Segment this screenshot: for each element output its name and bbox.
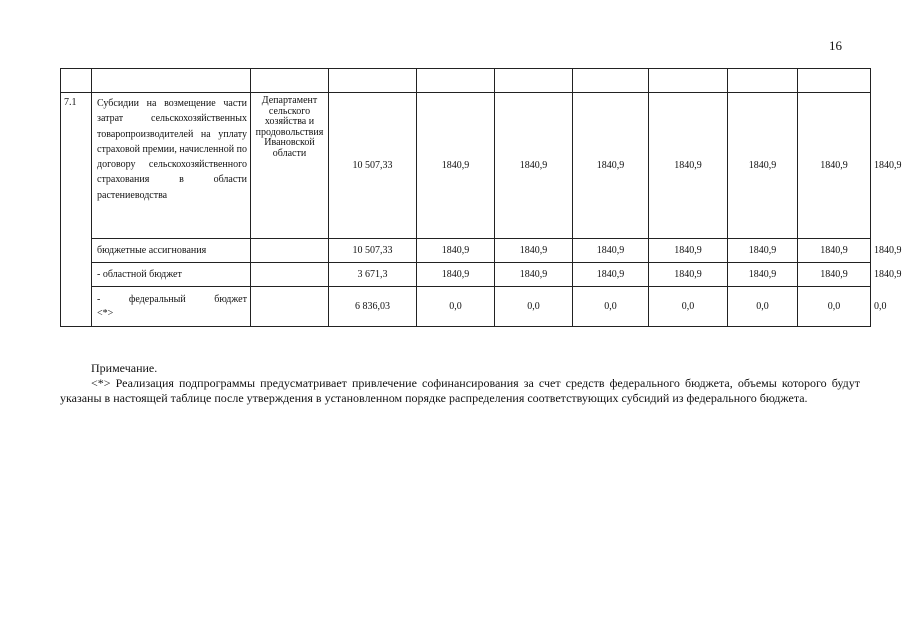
row-year-value: 1840,9 — [495, 239, 573, 263]
table-row: - федеральный бюджет <*> 6 836,03 0,0 0,0 0,0 0,0 0,0 0,0 0,0 — [61, 287, 871, 327]
item-year-value: 1840,9 — [798, 93, 871, 239]
row-year-value: 1840,9 — [417, 239, 495, 263]
row-label: - областной бюджет — [92, 263, 251, 287]
row-year-value: 1840,9 — [728, 239, 798, 263]
row-year-value: 1840,9 — [649, 263, 728, 287]
note-heading: Примечание. — [91, 361, 158, 375]
row-year-value: 1840,9 — [573, 239, 649, 263]
row-year-value: 1840,9 — [649, 239, 728, 263]
row-year-value: 1840,9 — [573, 263, 649, 287]
item-number: 7.1 — [61, 93, 92, 327]
row-year-value: 0,0 — [798, 287, 871, 327]
row-year-value: 0,0 — [649, 287, 728, 327]
item-year-value: 1840,9 — [649, 93, 728, 239]
item-year-value: 1840,9 — [573, 93, 649, 239]
row-label-word: федеральный — [128, 293, 186, 305]
item-year-value: 1840,9 — [495, 93, 573, 239]
row-year-value: 1840,9 — [798, 263, 871, 287]
note-text: <*> Реализация подпрограммы предусматривает привлечение софинансирования за счет средств федерального бюджета, объемы которого будут указаны в настоящей таблице после утверждения в установленном порядке распределения соответствующих субсидий из федерального бюджета. — [60, 376, 860, 405]
row-total: 6 836,03 — [329, 287, 417, 327]
row-year-value: 1840,9 — [495, 263, 573, 287]
blank-header-row — [61, 69, 871, 93]
budget-table — [60, 68, 902, 327]
item-year-value: 1840,9 — [728, 93, 798, 239]
row-year-value: 1840,9 — [798, 239, 871, 263]
footnote-marker: <*> — [97, 307, 114, 319]
table-row: 7.1 Субсидии на возмещение части затрат сельскохозяйственных товаропроизводителей на уплату страховой премии, начисленной по договору сельскохозяйственного страхования в области растениеводства Департамент сельского хозяйства и продовольствия Ивановской области 10 507,33 1840,9 1840,9 1840,9 1840,9 1840,9 1840,9 1840,9 — [61, 93, 871, 239]
row-total: 10 507,33 — [329, 239, 417, 263]
item-year-value: 1840,9 — [417, 93, 495, 239]
note-section — [60, 361, 860, 406]
row-label-word: бюджет — [214, 293, 247, 305]
item-name: Субсидии на возмещение части затрат сельскохозяйственных товаропроизводителей на уплату страховой премии, начисленной по договору сельскохозяйственного страхования в области растениеводства — [92, 93, 251, 239]
row-year-value: 0,0 — [728, 287, 798, 327]
row-label: бюджетные ассигнования — [92, 239, 251, 263]
page-number: 16 — [829, 38, 842, 53]
table-row: - областной бюджет 3 671,3 1840,9 1840,9 1840,9 1840,9 1840,9 1840,9 1840,9 — [61, 263, 871, 287]
row-year-value: 1840,9 — [728, 263, 798, 287]
item-total: 10 507,33 — [329, 93, 417, 239]
row-year-value: 0,0 — [573, 287, 649, 327]
row-label-dash: - — [97, 293, 101, 305]
row-total: 3 671,3 — [329, 263, 417, 287]
row-year-value: 0,0 — [417, 287, 495, 327]
table-row: бюджетные ассигнования 10 507,33 1840,9 1840,9 1840,9 1840,9 1840,9 1840,9 1840,9 — [61, 239, 871, 263]
item-executor: Департамент сельского хозяйства и продовольствия Ивановской области — [251, 93, 329, 239]
row-year-value: 0,0 — [495, 287, 573, 327]
row-year-value: 1840,9 — [417, 263, 495, 287]
row-label — [92, 287, 251, 327]
